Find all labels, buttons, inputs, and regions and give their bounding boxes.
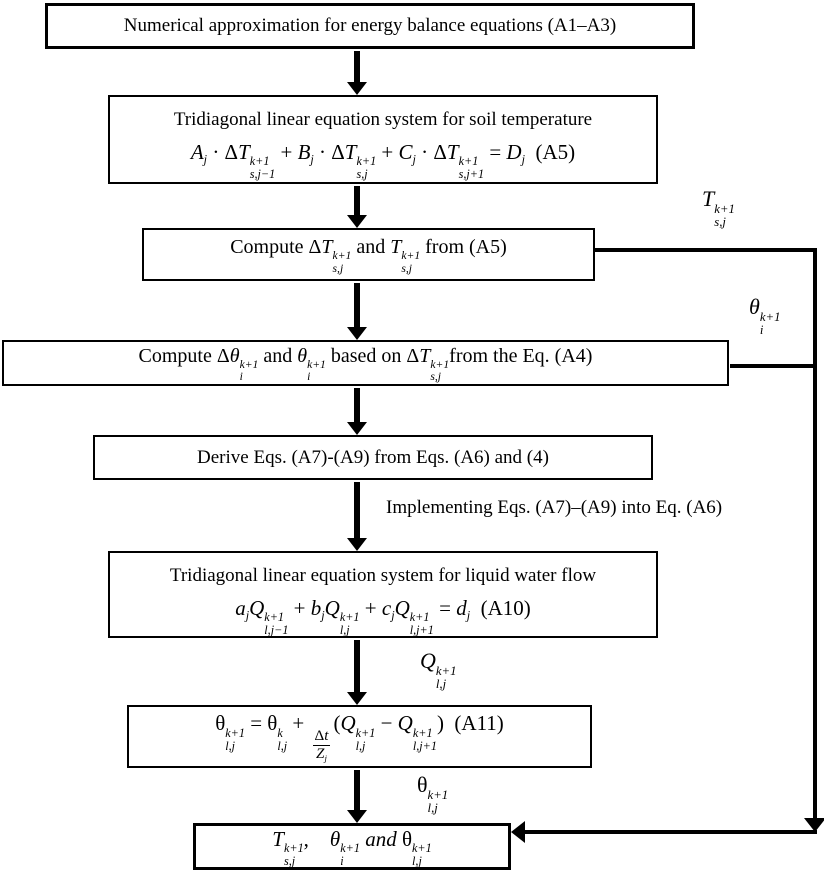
equation-a10: $a_jQ$ k+1 l,j−1 + $b_jQ$ k+1 l,j + $c_jQ$ k+1 l,j+1 = $d_j$ (A10) xyxy=(235,595,531,637)
arrow-shaft xyxy=(354,186,360,216)
flow-arrow-6 xyxy=(347,640,367,705)
box-liquid-water-system xyxy=(108,551,658,638)
flow-arrow-1 xyxy=(347,51,367,95)
box-energy-balance-text: Numerical approximation for energy balance equations (A1–A3) xyxy=(123,15,617,37)
flow-arrow-2 xyxy=(347,186,367,228)
box-liquid-water-title: Tridiagonal linear equation system for liquid water flow xyxy=(169,565,597,586)
box-compute-theta-text: Compute Δθ k+1 i and θ k+1 i based on ΔT k+1 s,j from the Eq. (A4) xyxy=(138,344,593,384)
flow-arrow-4 xyxy=(347,388,367,435)
arrow-shaft xyxy=(354,51,360,83)
box-final-results-text: T k+1 s,j , θ k+1 i and θ k+1 l,j xyxy=(272,827,432,869)
connector-theta-horizontal xyxy=(730,364,817,368)
label-theta-lj-output: θ k+1 l,j xyxy=(417,772,449,816)
arrow-down-icon xyxy=(347,810,367,823)
box-energy-balance xyxy=(45,3,695,49)
arrow-left-icon xyxy=(511,821,525,843)
flow-arrow-3 xyxy=(347,283,367,340)
flow-arrow-7 xyxy=(347,770,367,823)
equation-a11: θ k+1 l,j = θ k l,j + $\frac{\Delta t}{Z_j}$ (Q k+1 l,j − Q k+1 l,j+1 ) (A11) xyxy=(215,711,504,764)
connector-right-vertical xyxy=(813,248,817,818)
box-theta-update xyxy=(127,705,592,768)
box-final-results xyxy=(193,823,511,870)
arrow-shaft xyxy=(354,640,360,693)
arrow-down-icon xyxy=(347,692,367,705)
box-derive-equations-text: Derive Eqs. (A7)-(A9) from Eqs. (A6) and (4) xyxy=(197,446,549,468)
label-theta-i-output: θ k+1 i xyxy=(749,294,781,338)
box-compute-temperature-text: Compute ΔT k+1 s,j and T k+1 s,j from (A5) xyxy=(230,236,507,275)
arrow-down-icon xyxy=(347,82,367,95)
arrow-shaft xyxy=(354,482,360,539)
box-soil-temperature-system xyxy=(108,95,658,184)
arrow-down-icon xyxy=(347,215,367,228)
box-soil-temperature-title: Tridiagonal linear equation system for soil temperature xyxy=(173,109,593,130)
label-implementing-eqs: Implementing Eqs. (A7)–(A9) into Eq. (A6) xyxy=(386,497,723,518)
arrow-down-icon xyxy=(347,327,367,340)
box-derive-equations xyxy=(93,435,653,480)
arrow-shaft xyxy=(354,388,360,423)
equation-a5: $A_j \cdot \Delta T$ k+1 s,j−1 + $B_j \cdot \Delta T$ k+1 s,j + $C_j \cdot \Delta T$ k+1 s,j+1 = $D_j$ (A5) xyxy=(190,139,576,181)
arrow-down-icon xyxy=(347,422,367,435)
box-compute-theta xyxy=(2,340,729,386)
connector-ts-horizontal xyxy=(594,248,817,252)
label-ts-output: T k+1 s,j xyxy=(702,186,735,230)
arrow-shaft xyxy=(354,770,360,811)
flow-arrow-5 xyxy=(347,482,367,551)
connector-bottom-horizontal xyxy=(523,830,817,834)
arrow-down-icon xyxy=(347,538,367,551)
box-compute-temperature xyxy=(142,228,595,281)
label-q-output: Q k+1 l,j xyxy=(420,648,457,692)
arrow-shaft xyxy=(354,283,360,328)
